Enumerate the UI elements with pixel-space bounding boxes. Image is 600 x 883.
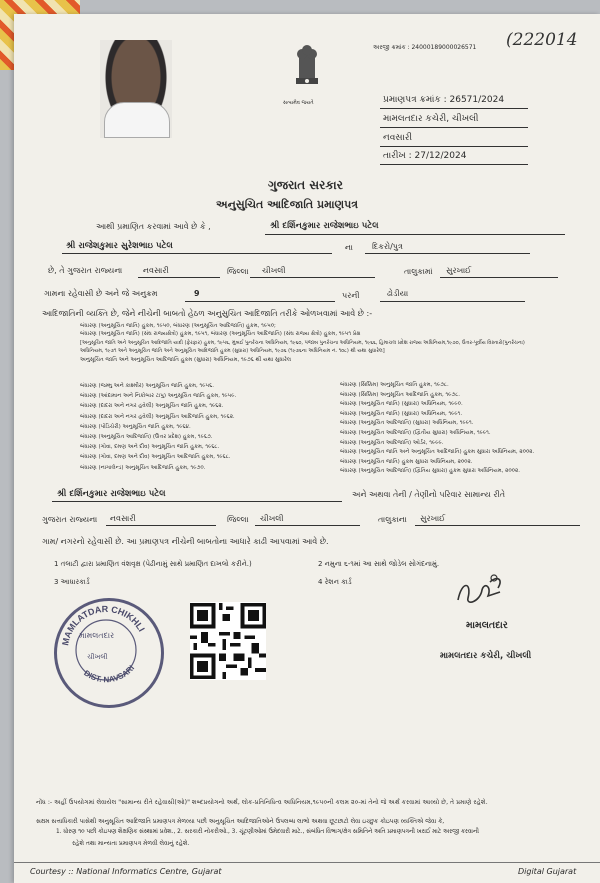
order-item: બંધારણ (જમ્મુ અને કાશ્મીર) અનુસૂચિત જાતિ હુકમ, ૧૯૫૬. — [80, 383, 214, 389]
footer-courtesy: Courtesy :: National Informatics Centre, Gujarat — [30, 867, 222, 876]
footer-bar — [14, 862, 600, 883]
pari-label: પરની — [342, 291, 360, 300]
underline — [62, 253, 332, 254]
certify-text: આથી પ્રમાણિત કરવામાં આવે છે કે , — [96, 222, 211, 231]
underline — [52, 501, 342, 502]
family-text: અને અથવા તેની / તેણીનો પરિવાર સામાન્ય રીતે — [352, 490, 506, 499]
underline — [185, 301, 335, 302]
signatory-office: મામલતદાર કચેરી, ચીખલી — [440, 651, 532, 661]
underline — [265, 234, 565, 235]
district-value: નવસારી — [143, 266, 169, 275]
order-item: બંધારણ (અનુસૂચિત આદિજાતિ) (દ્વિતિય સુધારા) હુકમ સુધારા અધિનિયમ, ૨૦૦૨. — [340, 468, 520, 475]
order-item: બંધારણ (અનુસૂચિત જાતિ) હુકમ સુધારા અધિનિયમ, ૨૦૦૨. — [340, 458, 473, 465]
orders-list — [80, 322, 525, 364]
certificate-title: અનુસુચિત આદિજાતિ પ્રમાણપત્ર — [216, 198, 359, 211]
line3-prefix: છે, તે ગુજરાત રાજ્યના — [48, 266, 123, 275]
order-item: બંધારણ (અનુસૂચિત જાતિ) (સુધારા) અધિનિયમ, ૧૯૯૦. — [340, 401, 463, 408]
serial-number: 9 — [194, 289, 200, 298]
order-item: બંધારણ (સિક્કિમ) અનુસૂચિત જાતિ હુકમ, ૧૯૭૮. — [340, 382, 449, 388]
order-item: બંધારણ (અનુસૂચિત જાતિ) (સંઘ રાજ્યક્ષેત્રો) હુકમ, ૧૯૫૧, બંધારણ (અનુસૂચિત આદિજાતિ) (સંઘ રાજ્ય ક્ષેત્રો) હુકમ, ૧૯૫૧ પ્રેક્ષ — [80, 331, 361, 338]
person-name: શ્રી દર્શિનકુમાર રાજેશભાઇ પટેલ — [270, 221, 379, 231]
signatory-designation: મામલતદાર — [466, 620, 508, 631]
order-item: બંધારણ (અનુસૂચિત જાતિ) (સુધારા) અધિનિયમ, ૧૯૯૧. — [340, 410, 463, 417]
father-name: શ્રી રાજેશકુમાર સુરેશભાઇ પટેલ — [66, 241, 173, 251]
underline — [380, 301, 525, 302]
signature-mark — [452, 572, 522, 612]
taluka-label-2: તાલુકાના — [378, 515, 407, 524]
village-value: સુરખાઈ — [446, 266, 472, 275]
district-label-2: જિલ્લા — [227, 515, 249, 524]
emblem-caption: સત્યમેવ જયતે — [283, 100, 314, 106]
basis-item: 1 તલાટી દ્વારા પ્રમાણિત વંશવૃક્ષ (પેઢીનામું સાથે પ્રમાણિત દાખલો કરીને.) — [54, 560, 252, 568]
basis-item: 2 નમુના ૬-૧માં આ સાથે જોડેલ સોગંદનામું. — [318, 560, 440, 568]
district-value-2: નવસારી — [110, 514, 136, 523]
order-item: બંધારણ (દાદરા અને નગર હવેલી) અનુસૂચિત આદિજાતિ હુકમ, ૧૯૬૨. — [80, 413, 235, 420]
orders-right-column — [340, 381, 534, 477]
handwritten-number: (222014 — [506, 30, 578, 50]
relation: દિકરો/પુત્ર — [372, 242, 403, 251]
state-label: ગુજરાત રાજ્યના — [42, 515, 98, 524]
qr-code-icon — [190, 602, 266, 680]
issuing-district: નવસારી — [383, 133, 413, 143]
order-item: બંધારણ (ગોવા, દમણ અને દીવ) અનુસૂચિત આદિજાતિ હુકમ, ૧૯૬૮. — [80, 454, 231, 461]
underline — [106, 525, 216, 526]
note-4: રહેશે તથા માન્યતા પ્રમાણપત્ર મેળવી લેવાનું રહેશે. — [72, 840, 190, 847]
order-item: અનુસૂચિત જાતિ અને અનુસૂચિત આદિજાતિ હુકમ (સુધારા) અધિનિયમ, ૧૯૭૬ થી યથા સુધારેલ — [80, 356, 292, 363]
divider — [380, 164, 528, 165]
divider — [380, 127, 528, 128]
order-item: બંધારણ (આંદામાન અને નિકોબાર ટાપુ) અનુસૂચિત જાતિ હુકમ, ૧૯૫૯. — [80, 393, 237, 400]
footer-brand: Digital Gujarat — [518, 867, 577, 876]
seal-middle-text: મામલતદાર — [79, 631, 115, 640]
order-item: બંધારણ (અનુસૂચિત આદિજાતિ) ઓર્ડર, ૧૯૯૯. — [340, 439, 444, 446]
orders-left-column — [80, 381, 236, 473]
na-label: ના — [345, 243, 353, 252]
tribe-name: ઢોડીયા — [387, 289, 409, 298]
note-1: નોંધ :- અહીં ઉપયોગમાં લેવાયેલ "સામાન્ય રીતે રહેવાસી(ઓ)" શબ્દપ્રયોગનો અર્થ, લોક-પ્રતિનિધિત્વ અધિનિયમ,૧૯૫૦ની કલમ ૨૦-માં તેનો જે અર્થ કરવામાં આવ્યો છે, તે પ્રમાણે રહેશે. — [36, 799, 488, 806]
order-item: બંધારણ (નાગાલેન્ડ) અનુસૂચિત આદિજાતિ હુકમ, ૧૯૭૦. — [80, 464, 206, 471]
underline — [250, 277, 375, 278]
village-value-2: સુરખાઈ — [420, 514, 446, 523]
underline — [415, 525, 580, 526]
order-item: બંધારણ (અનુસૂચિત જાતિ) હુકમ, ૧૯૫૦, બંધારણ (અનુસૂચિત આદિજાતિ) હુકમ, ૧૯૫૦; — [80, 323, 276, 329]
basis-item: 4 રેશન કાર્ડ — [318, 578, 352, 586]
seal-top-text: MAMLATDAR CHIKHLI — [60, 603, 147, 647]
taluka-label: તાલુકામાં — [404, 267, 433, 276]
basis-item: 3 આધારકાર્ડ — [54, 578, 90, 586]
underline — [255, 525, 360, 526]
order-item: બંધારણ (ગોવા, દમણ અને દીવ) અનુસૂચિત જાતિ હુકમ, ૧૯૬૮. — [80, 444, 220, 451]
issuing-office: મામલતદાર કચેરી, ચીખલી — [383, 114, 479, 124]
divider — [380, 146, 528, 147]
application-number: અરજી ક્રમાંક : 240001890000265​71 — [373, 44, 477, 51]
line5-text: આદિજાતિની વ્યક્તિ છે, જેને નીચેની બાબતો હેઠળ અનુસુચિત આદિજાતિ તરીકે ઓળખવામાં આવે છે :- — [42, 309, 373, 318]
person-name-repeat: શ્રી દર્શિનકુમાર રાજેશભાઇ પટેલ — [57, 489, 166, 499]
district-label: જિલ્લા — [227, 267, 249, 276]
line9-text: ગામ/ નગરનો રહેવાસી છે. આ પ્રમાણપત્ર નીચેની બાબતોના આધારે કાઢી આપવામાં આવે છે. — [42, 537, 329, 546]
note-2: સક્ષમ સત્તાધિકારી પાસેથી અનુસૂચિત આદિજાતિ પ્રમાણપત્ર મેળવ્યા પછી અનુસૂચિત આદિજાતિઓને ઉપલબ્ધ લાભો અથવા છૂટછાટો લેવા ઇચ્છુક કોઇપણ વ્યક્તિએ જેવા કે, — [36, 818, 445, 825]
applicant-photo — [100, 40, 172, 138]
underline — [138, 277, 220, 278]
seal-middle-text-2: ચીખલી — [87, 653, 108, 661]
seal-bottom-text: DIST. NAVSARI — [82, 663, 137, 685]
taluka-value-2: ચીખલી — [260, 514, 284, 523]
taluka-value: ચીખલી — [262, 266, 286, 275]
government-title: ગુજરાત સરકાર — [268, 178, 343, 192]
underline — [365, 253, 530, 254]
state-emblem-icon — [282, 38, 332, 102]
order-item: બંધારણ (અનુસૂચિત જાતિ અને અનુસૂચિત આદિજાતિ) હુકમ સુધારા અધિનિયમ, ૨૦૦૨. — [340, 449, 535, 456]
order-item: બંધારણ (અનુસૂચિત આદિજાતિ) (ઉત્તર પ્રદેશ) હુકમ, ૧૯૬૭. — [80, 434, 213, 441]
order-item: બંધારણ (સિક્કિમ) અનુસૂચિત આદિજાતિ હુકમ, ૧૯૭૮. — [340, 391, 461, 398]
line4-prefix: ગામના રહેવાસી છે અને જે અનુક્રમ — [44, 289, 158, 298]
order-item: અધિનિયમ, ૧૯૭૧ અને અનુસૂચિત જાતિ અને અનુસૂચિત આદિજાતિ હુકમ (સુધારા) અધિનિયમ, ૧૯૭૬ (૧૯૭૬ના અધિનિયમ નં. ૧૦૮) થી યથા સુધારેલ] — [80, 348, 385, 355]
issue-date: તારીખ : 27/12/2024 — [383, 151, 467, 161]
certificate-number: પ્રમાણપત્ર ક્રમાંક : 26571/2024 — [383, 95, 505, 105]
order-item: બંધારણ (પોંડિચેરી) અનુસૂચિત જાતિ હુકમ, ૧૯૬૪. — [80, 423, 191, 430]
order-item: બંધારણ (દાદરા અને નગર હવેલી) અનુસૂચિત જાતિ હુકમ, ૧૯૬૨. — [80, 403, 224, 410]
order-item: [અનુસૂચિત જાતિ અને અનુસૂચિત આદિજાતિ યાદી (ફેરફાર) હુકમ, ૧૯૫૬, મુંબઈ પુનર્રચના અધિનિયમ, ૧૯૬૦, પંજાબ પુનર્રચના અધિનિયમ, ૧૯૬૬, હિમાચલ પ્રદેશ રાજ્ય અધિનિયમ,૧૯૭૦, ઉત્તર-પૂર્વીય વિસ્તારો(પુનર્રચના) — [80, 339, 525, 346]
underline — [440, 277, 558, 278]
order-item: બંધારણ (અનુસૂચિત આદિજાતિ) (દ્વિતીય સુધારા) અધિનિયમ, ૧૯૯૧. — [340, 429, 491, 436]
official-seal — [54, 598, 164, 708]
divider — [380, 108, 528, 109]
note-3: 1. ધોરણ ૧૦ પછી કોઇપણ શૈક્ષણિક સંસ્થામાં પ્રવેશ., 2. સરકારી નોકરીઓ., 3. ચૂંટણીઓમાં ઉમેદવારી માટે., સંબંધિત વિભાગ/ક્ષેત્ર સમિતિને અતિ પ્રમાણપત્રની ખરાઈ માટે અરજી કરવાની — [56, 829, 479, 835]
order-item: બંધારણ (અનુસૂચિત આદિજાતિ) (સુધારા) અધિનિયમ, ૧૯૯૧. — [340, 420, 474, 427]
